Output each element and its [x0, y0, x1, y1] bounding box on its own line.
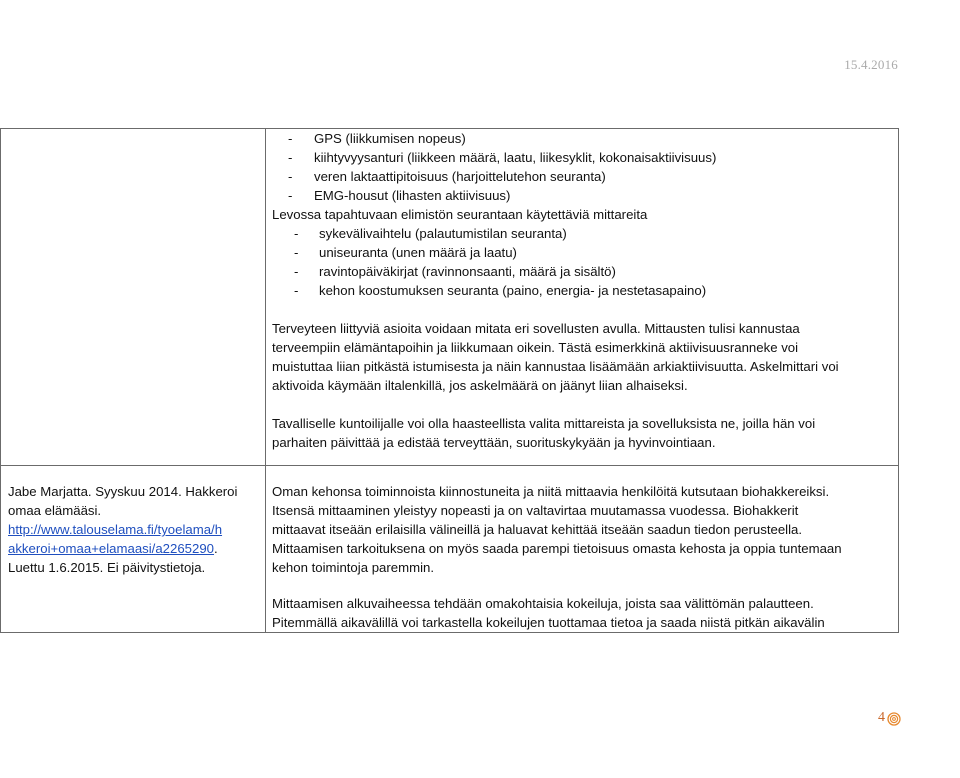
source-link-continued[interactable]: akkeroi+omaa+elamaasi/a2265290	[8, 541, 215, 556]
table-row	[1, 466, 899, 633]
list-item: - kehon koostumuksen seuranta (paino, energia- ja nestetasapaino)	[272, 281, 892, 300]
list-item: - kiihtyvyysanturi (liikkeen määrä, laatu, liikesyklit, kokonaisaktiivisuus)	[272, 148, 892, 167]
source-author-line: Jabe Marjatta. Syyskuu 2014. Hakkeroi	[8, 484, 238, 499]
page-date: 15.4.2016	[844, 57, 898, 72]
text-line: Pitemmällä aikavälillä voi tarkastella kokeilujen tuottamaa tietoa ja saada niistä pitkän aikavälin	[272, 615, 825, 630]
list-item: - veren laktaattipitoisuus (harjoittelutehon seuranta)	[272, 167, 892, 186]
biohacker-paragraph	[272, 482, 892, 577]
text-line: aktivoida käymään iltalenkillä, jos askelmäärä on jäänyt liian alhaiseksi.	[272, 378, 688, 393]
rest-measures-list	[272, 224, 892, 300]
rest-measures-heading: Levossa tapahtuvaan elimistön seurantaan käytettäviä mittareita	[272, 207, 648, 222]
text-line: Terveyteen liittyviä asioita voidaan mitata eri sovellusten avulla. Mittausten tulisi kannustaa	[272, 321, 800, 336]
measures-cell	[266, 129, 899, 466]
summary-cell	[266, 466, 899, 633]
source-read-date: Luettu 1.6.2015. Ei päivitystietoja.	[8, 560, 206, 575]
text-line: Tavalliselle kuntoilijalle voi olla haasteellista valita mittareista ja sovelluksista ne, joilla hän voi	[272, 416, 816, 431]
source-link[interactable]: http://www.talouselama.fi/tyoelama/h	[8, 522, 223, 537]
period-text: .	[214, 541, 218, 556]
list-item: - ravintopäiväkirjat (ravinnonsaanti, määrä ja sisältö)	[272, 262, 892, 281]
text-line: mittaavat itseään erilaisilla välineillä ja haluavat kehittää itseään saadun tiedon perusteella.	[272, 522, 803, 537]
text-line: kehon toimintoja paremmin.	[272, 560, 434, 575]
text-line: muistuttaa liian pitkästä istumisesta ja näin kannustaa lisäämään arkiaktiivisuutta. Askelmittari voi	[272, 359, 839, 374]
text-line: Mittaamisen alkuvaiheessa tehdään omakohtaisia kokeiluja, joista saa välittömän palautteen.	[272, 596, 814, 611]
list-item: - EMG-housut (lihasten aktiivisuus)	[272, 186, 892, 205]
table-row	[1, 129, 899, 466]
target-icon	[887, 712, 901, 726]
source-title-line: omaa elämääsi.	[8, 503, 102, 518]
page-number: 4	[878, 710, 885, 725]
experiments-paragraph	[272, 594, 892, 632]
text-line: Oman kehonsa toiminnoista kiinnostuneita ja niitä mittaavia henkilöitä kutsutaan biohakkereiksi.	[272, 484, 830, 499]
list-item: - uniseuranta (unen määrä ja laatu)	[272, 243, 892, 262]
apps-paragraph	[272, 319, 892, 395]
source-cell	[1, 466, 266, 633]
text-line: Mittaamisen tarkoituksena on myös saada parempi tietoisuus omasta kehosta ja oppia tuntemaan	[272, 541, 842, 556]
text-line: parhaiten päivittää ja edistää terveyttään, suorituskykyään ja hyvinvointiaan.	[272, 435, 716, 450]
content-table	[0, 128, 899, 633]
list-item: - GPS (liikkumisen nopeus)	[272, 129, 892, 148]
text-line: terveempiin elämäntapoihin ja liikkumaan oikein. Tästä esimerkkinä aktiivisuusranneke voi	[272, 340, 799, 355]
activity-measures-list	[272, 129, 892, 205]
choice-paragraph	[272, 414, 892, 452]
empty-left-cell	[1, 129, 266, 466]
text-line: Itsensä mittaaminen yleistyy nopeasti ja on valtavirtaa muutamassa vuodessa. Biohakkerit	[272, 503, 799, 518]
list-item: - sykevälivaihtelu (palautumistilan seuranta)	[272, 224, 892, 243]
